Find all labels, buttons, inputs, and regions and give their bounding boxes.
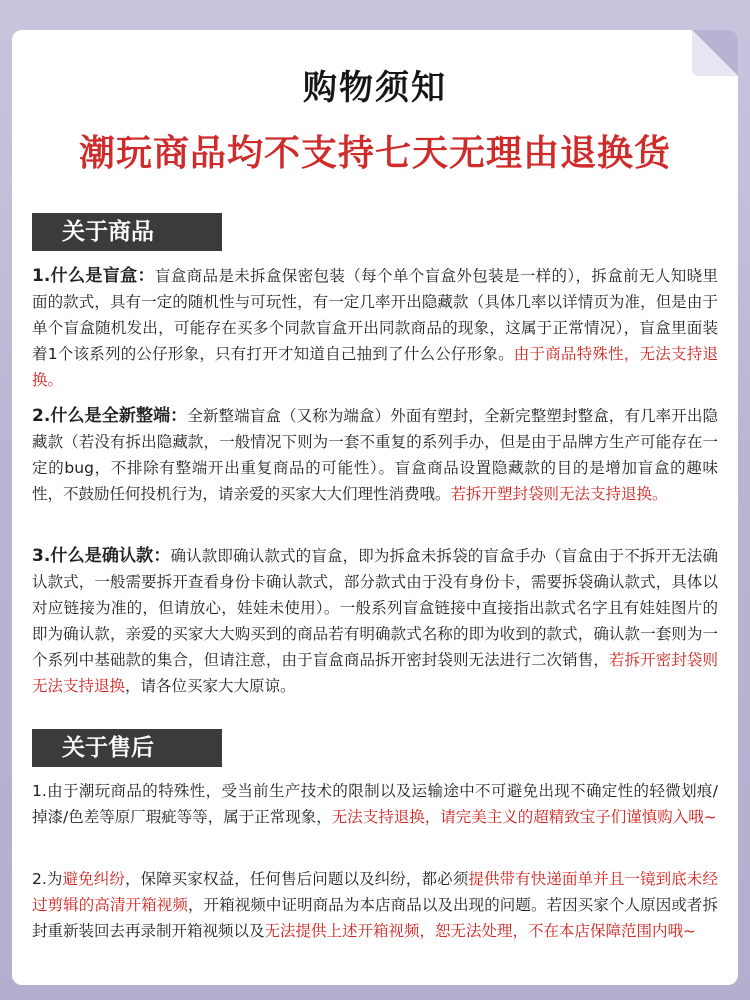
section-heading-products: 关于商品	[32, 213, 222, 251]
item-label: 3.什么是确认款：	[32, 546, 171, 566]
item-warning-2: 提供带有快递面单并且一镜到底未经过剪辑的高清开箱视频	[32, 870, 718, 914]
item-warning: 若拆开塑封袋则无法支持退换。	[450, 485, 668, 503]
notice-card	[12, 30, 738, 985]
page-title: 购物须知	[303, 68, 447, 108]
item-label: 1.什么是盲盒：	[32, 266, 155, 286]
item-warning-3: 无法提供上述开箱视频，恕无法处理，不在本店保障范围内哦~	[264, 922, 697, 940]
item-sealed-case	[32, 403, 718, 507]
item-text-part-3: ，开箱视频中证明商品为本店商品以及出现的问题。若因买家个人原因或者拆封重新装回去再录制开箱视频以及	[32, 896, 718, 940]
after-sales-item-2	[32, 866, 718, 944]
item-text-part-2: ，保障买家权益，任何售后问题以及纠纷，都必须	[124, 870, 469, 888]
item-warning: 无法支持退换，请完美主义的超精致宝子们谨慎购入哦~	[331, 808, 717, 826]
after-sales-item-1	[32, 778, 718, 830]
item-warning: 由于商品特殊性，无法支持退换。	[32, 345, 718, 389]
item-text: 1.由于潮玩商品的特殊性，受当前生产技术的限制以及运输途中不可避免出现不确定性的轻微划痕/掉漆/色差等原厂瑕疵等等，属于正常现象，	[32, 782, 718, 826]
item-blind-box	[32, 263, 718, 393]
item-warning: 若拆开密封袋则无法支持退换	[32, 651, 718, 695]
page-subtitle: 潮玩商品均不支持七天无理由退换货	[78, 133, 671, 174]
item-text: 盲盒商品是未拆盒保密包装（每个单个盲盒外包装是一样的），拆盒前无人知晓里面的款式，具有一定的随机性与可玩性，有一定几率开出隐藏款（具体几率以详情页为准，但是由于单个盲盒随机发出，可能存在买多个同款盲盒开出同款商品的现象，这属于正常情况），盲盒里面装着1个该系列的公仔形象，只有打开才知道自己抽到了什么公仔形象。	[32, 267, 718, 363]
item-tail: ，请各位买家大大原谅。	[125, 677, 296, 695]
item-text-part-1: 2.为	[32, 870, 63, 888]
item-text: 全新整端盲盒（又称为端盒）外面有塑封，全新完整塑封整盒，有几率开出隐藏款（若没有拆出隐藏款，一般情况下则为一套不重复的系列手办，但是由于品牌方生产可能存在一定的bug，不排除有整端开出重复商品的可能性）。盲盒商品设置隐藏款的目的是增加盲盒的趣味性，不鼓励任何投机行为，请亲爱的买家大大们理性消费哦。	[32, 407, 718, 503]
item-confirmed-style	[32, 543, 718, 699]
item-text: 确认款即确认款式的盲盒，即为拆盒未拆袋的盲盒手办（盲盒由于不拆开无法确认款式，一般需要拆开查看身份卡确认款式，部分款式由于没有身份卡，需要拆袋确认款式，具体以对应链接为准的，但请放心，娃娃未使用）。一般系列盲盒链接中直接指出款式名字且有娃娃图片的即为确认款，亲爱的买家大大购买到的商品若有明确款式名称的即为收到的款式，确认款一套则为一个系列中基础款的集合，但请注意，由于盲盒商品拆开密封袋则无法进行二次销售，	[32, 547, 718, 669]
item-warning-1: 避免纠纷	[62, 870, 125, 888]
section-heading-after-sales: 关于售后	[32, 729, 222, 767]
item-label: 2.什么是全新整端：	[32, 406, 188, 426]
